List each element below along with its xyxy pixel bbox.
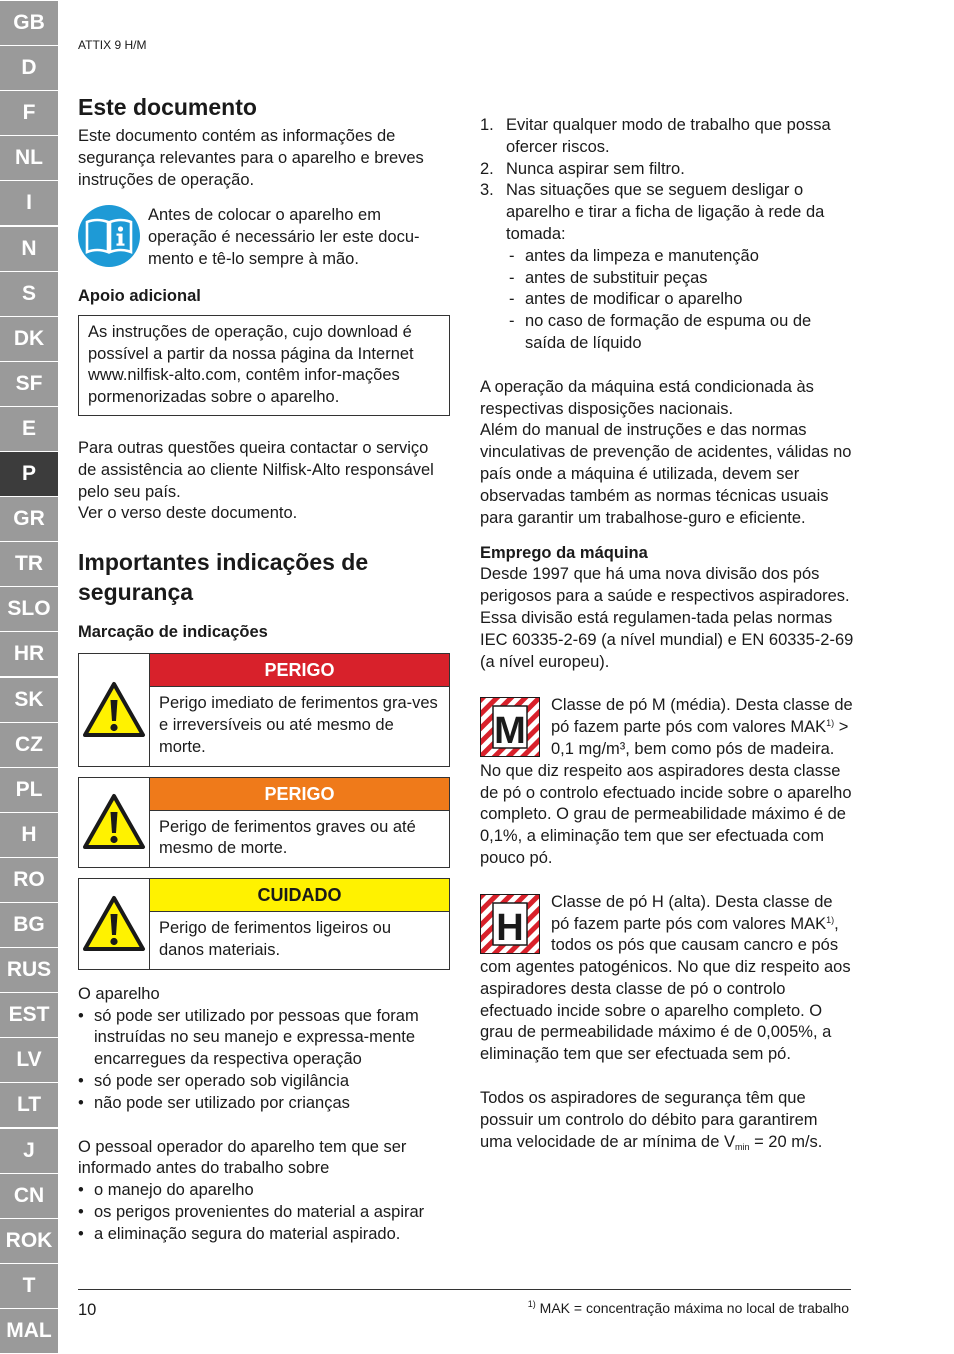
read-manual-note	[78, 205, 450, 270]
intro-paragraph: Este documento contém as informações de segurança relevantes para o aparelho e breves instruções de operação.	[78, 127, 424, 189]
warning-text: Perigo de ferimentos graves ou até mesmo de morte.	[159, 817, 416, 858]
warning-label: PERIGO	[150, 654, 449, 687]
footer-divider	[78, 1289, 851, 1290]
language-tab-mal[interactable]: MAL	[0, 1309, 58, 1353]
left-column	[78, 92, 450, 1246]
language-tab-h[interactable]: H	[0, 813, 58, 857]
language-tab-bg[interactable]: BG	[0, 903, 58, 947]
device-intro: O aparelho	[78, 984, 160, 1003]
language-tab-e[interactable]: E	[0, 407, 58, 451]
dust-class-h	[480, 892, 854, 1066]
sub-steps-list	[480, 246, 854, 355]
language-tab-p[interactable]: P	[0, 452, 58, 496]
footnote: $^{1)}$ MAK = concentração máxima no local de trabalho	[527, 1299, 849, 1316]
language-tab-n[interactable]: N	[0, 227, 58, 271]
language-tab-gb[interactable]: GB	[0, 1, 58, 45]
model-header: ATTIX 9 H/M	[78, 38, 147, 52]
support-box: As instruções de operação, cujo download é possível a partir da nossa página da Internet www.nilfisk-alto.com, contêm infor-mações pormenorizadas sobre o aparelho.	[78, 315, 450, 416]
warning-triangle-icon	[79, 654, 150, 765]
language-tab-cz[interactable]: CZ	[0, 723, 58, 767]
dust-class-h-icon	[480, 894, 540, 954]
list-item: • só pode ser operado sob vigilância	[78, 1071, 450, 1093]
language-tab-lt[interactable]: LT	[0, 1083, 58, 1127]
list-item: 3. Nas situações que se seguem desligar o aparelho e tirar a ficha de ligação à rede da tomada:	[480, 181, 825, 243]
warning-label: CUIDADO	[150, 879, 449, 912]
operation-paragraph-2: Além do manual de instruções e das normas vinculativas de prevenção de acidentes, válidas no país onde a máquina é utilizada, devem ser observadas também as normas técnicas usuais para garantir um trabalhose-guro e eficiente.	[480, 421, 852, 527]
list-item: • não pode ser utilizado por crianças	[78, 1093, 450, 1115]
airflow-paragraph: Todos os aspiradores de segurança têm que possuir um controlo do débito para garantirem uma velocidade de ar mínima de $V_{min} = 20$ m/s.	[480, 1089, 823, 1152]
steps-list	[480, 115, 854, 246]
language-tab-j[interactable]: J	[0, 1129, 58, 1173]
language-tab-hr[interactable]: HR	[0, 632, 58, 676]
warning-box	[78, 777, 450, 869]
language-tab-f[interactable]: F	[0, 91, 58, 135]
footnote-ref: 1)	[826, 914, 835, 925]
list-item: • só pode ser utilizado por pessoas que foram instruídas no seu manejo e expressa-mente encarregues da respectiva operação	[78, 1006, 450, 1071]
language-tab-t[interactable]: T	[0, 1264, 58, 1308]
footnote-ref: 1)	[826, 718, 835, 729]
svg-text:H: H	[496, 906, 524, 949]
staff-intro: O pessoal operador do aparelho tem que ser informado antes do trabalho sobre	[78, 1137, 407, 1178]
manual-info-icon	[78, 205, 140, 267]
list-item: • o manejo do aparelho	[78, 1180, 450, 1202]
language-tab-lv[interactable]: LV	[0, 1038, 58, 1082]
list-item: - no caso de formação de espuma ou de saída de líquido	[480, 311, 854, 355]
right-column	[480, 115, 854, 1153]
info-note-text: Antes de colocar o aparelho em operação é necessário ler este docu-mento e tê-lo sempre à mão.	[148, 206, 420, 268]
marking-heading: Marcação de indicações	[78, 623, 268, 642]
warning-box	[78, 653, 450, 766]
dust-class-m-text-b: > 0,1 mg/m³, bem como pós de madeira. No que diz respeito aos aspiradores desta classe de pó o controlo efectuado incide sobre o aparelho completo. O grau de permeabilidade máximo é de 0,1%, a eliminação tem que ser efectuada com pouco pó.	[480, 718, 852, 867]
dust-class-m-icon	[480, 697, 540, 757]
warning-text: Perigo imediato de ferimentos gra-ves e irreversíveis ou até mesmo de morte.	[159, 694, 438, 756]
language-tab-pl[interactable]: PL	[0, 768, 58, 812]
warning-box	[78, 878, 450, 970]
svg-text:M: M	[494, 710, 526, 753]
support-heading: Apoio adicional	[78, 286, 201, 305]
language-tab-rus[interactable]: RUS	[0, 948, 58, 992]
warning-triangle-icon	[79, 778, 150, 868]
dust-class-h-text-b: , todos os pós que causam cancro e pós com agentes patogénicos. No que diz respeito aos aspiradores desta classe de pó o controlo efectuado incide sobre o aparelho completo. O grau de permeabilidade máximo é de 0,005%, a eliminação tem que ser efectuada sem pó.	[480, 914, 851, 1064]
language-tab-cn[interactable]: CN	[0, 1174, 58, 1218]
list-item: - antes de modificar o aparelho	[480, 289, 854, 311]
language-tab-ro[interactable]: RO	[0, 858, 58, 902]
usage-paragraph: Desde 1997 que há uma nova divisão dos pós perigosos para a saúde e respectivos aspiradores. Essa divisão está regulamen-tada pelas normas IEC 60335-2-69 (a nível mundial) e EN 60335-2-69 (a nível europeu).	[480, 565, 854, 671]
list-item: - antes de substituir peças	[480, 268, 854, 290]
language-tab-rok[interactable]: ROK	[0, 1219, 58, 1263]
page-number: 10	[78, 1301, 97, 1319]
language-tab-gr[interactable]: GR	[0, 497, 58, 541]
warning-list	[78, 653, 450, 970]
dust-class-m-text-a: Classe de pó M (média). Desta classe de pó fazem parte pós com valores MAK	[551, 696, 853, 737]
operation-paragraph: A operação da máquina está condicionada às respectivas disposições nacionais.	[480, 377, 814, 418]
warning-label: PERIGO	[150, 778, 449, 811]
warning-text: Perigo de ferimentos ligeiros ou danos materiais.	[159, 919, 392, 959]
language-tab-d[interactable]: D	[0, 46, 58, 90]
dust-class-m	[480, 695, 854, 869]
contact-paragraph-2: Ver o verso deste documento.	[78, 504, 298, 523]
list-item: - antes da limpeza e manutenção	[480, 246, 854, 268]
warning-triangle-icon	[79, 879, 150, 969]
staff-items-list	[78, 1180, 450, 1245]
device-rules-list	[78, 1006, 450, 1115]
dust-class-h-text-a: Classe de pó H (alta). Desta classe de pó fazem parte pós com valores MAK	[551, 892, 833, 933]
section-title-document: Este documento	[78, 94, 257, 120]
usage-heading: Emprego da máquina	[480, 544, 648, 563]
language-tab-sk[interactable]: SK	[0, 678, 58, 722]
language-tab-est[interactable]: EST	[0, 993, 58, 1037]
contact-paragraph: Para outras questões queira contactar o serviço de assistência ao cliente Nilfisk-Alto responsável pelo seu país.	[78, 438, 434, 501]
list-item: • a eliminação segura do material aspirado.	[78, 1224, 450, 1246]
language-tab-tr[interactable]: TR	[0, 542, 58, 586]
language-tab-nl[interactable]: NL	[0, 136, 58, 180]
list-item: • os perigos provenientes do material a aspirar	[78, 1202, 450, 1224]
list-item: 2. Nunca aspirar sem filtro.	[480, 159, 685, 178]
language-tab-sf[interactable]: SF	[0, 362, 58, 406]
section-title-safety: Importantes indicações de segurança	[78, 549, 369, 606]
language-tab-s[interactable]: S	[0, 272, 58, 316]
language-tab-dk[interactable]: DK	[0, 317, 58, 361]
list-item: 1. Evitar qualquer modo de trabalho que possa ofercer riscos.	[480, 116, 831, 156]
language-tab-slo[interactable]: SLO	[0, 587, 58, 631]
language-sidebar	[0, 0, 58, 1354]
language-tab-i[interactable]: I	[0, 181, 58, 225]
